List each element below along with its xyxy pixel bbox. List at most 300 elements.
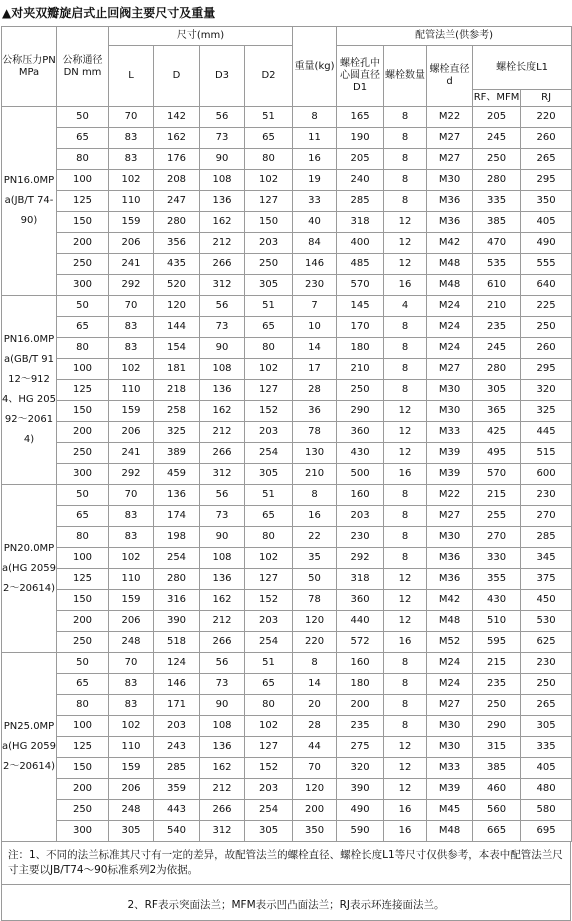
table-cell: 8 [384, 695, 427, 716]
table-cell: 443 [154, 800, 200, 821]
table-cell: 515 [521, 443, 572, 464]
table-cell: 130 [293, 443, 337, 464]
table-cell: 243 [154, 737, 200, 758]
table-cell: 260 [521, 338, 572, 359]
table-cell: 110 [109, 191, 154, 212]
table-cell: 359 [154, 779, 200, 800]
table-cell: 250 [473, 149, 521, 170]
table-cell: 136 [154, 485, 200, 506]
table-cell: 120 [154, 296, 200, 317]
table-cell: 90 [200, 527, 245, 548]
table-cell: 56 [200, 107, 245, 128]
table-cell: 142 [154, 107, 200, 128]
table-cell: 390 [154, 611, 200, 632]
table-cell: 22 [293, 527, 337, 548]
table-cell: 230 [521, 653, 572, 674]
table-header [2, 27, 572, 107]
table-row [2, 548, 572, 569]
table-cell: 330 [473, 548, 521, 569]
table-cell: M24 [427, 674, 473, 695]
table-cell: 80 [245, 338, 293, 359]
table-cell: 280 [473, 359, 521, 380]
table-cell: 312 [200, 464, 245, 485]
table-cell: 8 [384, 548, 427, 569]
table-cell: 51 [245, 485, 293, 506]
table-cell: 280 [154, 569, 200, 590]
table-cell: 162 [200, 401, 245, 422]
table-cell: 12 [384, 737, 427, 758]
table-cell: 12 [384, 422, 427, 443]
table-cell: 70 [109, 485, 154, 506]
table-cell: 203 [245, 422, 293, 443]
table-cell: M48 [427, 611, 473, 632]
table-cell: 50 [57, 296, 109, 317]
table-cell: 65 [57, 506, 109, 527]
table-cell: 212 [200, 611, 245, 632]
table-cell: 51 [245, 107, 293, 128]
table-cell: 100 [57, 359, 109, 380]
table-cell: 555 [521, 254, 572, 275]
table-cell: 305 [245, 821, 293, 842]
table-cell: 102 [245, 548, 293, 569]
table-cell: 540 [154, 821, 200, 842]
table-cell: 318 [337, 569, 384, 590]
table-row [2, 653, 572, 674]
table-cell: M48 [427, 275, 473, 296]
table-cell: 254 [245, 443, 293, 464]
table-cell: 206 [109, 779, 154, 800]
table-cell: 102 [245, 359, 293, 380]
table-row [2, 485, 572, 506]
pressure-group-label: PN25.0MPa(HG 20592～20614) [2, 653, 57, 842]
table-cell: 254 [154, 548, 200, 569]
table-cell: M24 [427, 653, 473, 674]
table-cell: 12 [384, 611, 427, 632]
table-cell: 162 [200, 590, 245, 611]
spec-table [1, 26, 572, 842]
table-row [2, 212, 572, 233]
table-row [2, 506, 572, 527]
table-cell: 56 [200, 653, 245, 674]
table-cell: 8 [293, 653, 337, 674]
table-cell: 305 [245, 275, 293, 296]
table-cell: M24 [427, 338, 473, 359]
table-cell: 572 [337, 632, 384, 653]
table-cell: 170 [337, 317, 384, 338]
table-cell: 70 [109, 653, 154, 674]
table-cell: 241 [109, 254, 154, 275]
table-cell: 510 [473, 611, 521, 632]
table-cell: 159 [109, 758, 154, 779]
table-row [2, 779, 572, 800]
table-cell: M42 [427, 233, 473, 254]
table-cell: 150 [245, 212, 293, 233]
header-D2: D2 [245, 46, 293, 107]
table-cell: M30 [427, 716, 473, 737]
table-cell: 12 [384, 443, 427, 464]
table-cell: 20 [293, 695, 337, 716]
table-cell: 295 [521, 359, 572, 380]
table-cell: 212 [200, 233, 245, 254]
table-cell: 12 [384, 569, 427, 590]
note-line-2-cell [2, 885, 571, 921]
table-cell: 225 [521, 296, 572, 317]
table-cell: 174 [154, 506, 200, 527]
table-cell: 695 [521, 821, 572, 842]
table-cell: 16 [384, 821, 427, 842]
table-cell: 152 [245, 590, 293, 611]
table-row [2, 632, 572, 653]
table-row [2, 359, 572, 380]
table-cell: 65 [245, 317, 293, 338]
table-cell: 16 [384, 275, 427, 296]
table-row [2, 275, 572, 296]
table-cell: 210 [473, 296, 521, 317]
table-cell: 212 [200, 422, 245, 443]
table-cell: 83 [109, 527, 154, 548]
table-cell: 8 [384, 359, 427, 380]
table-cell: 266 [200, 632, 245, 653]
pressure-group-label: PN16.0MPa(JB/T 74-90) [2, 107, 57, 296]
table-cell: 102 [245, 716, 293, 737]
table-cell: 127 [245, 569, 293, 590]
table-cell: 595 [473, 632, 521, 653]
table-cell: 205 [337, 149, 384, 170]
table-row [2, 695, 572, 716]
table-row [2, 233, 572, 254]
table-cell: 159 [109, 401, 154, 422]
table-cell: 260 [521, 128, 572, 149]
page-title: ▲对夹双瓣旋启式止回阀主要尺寸及重量 [2, 6, 216, 20]
header-bolt-circle: 螺栓孔中心圆直径D1 [337, 46, 384, 107]
table-row [2, 149, 572, 170]
table-row [2, 590, 572, 611]
table-cell: 8 [293, 107, 337, 128]
table-cell: 136 [200, 737, 245, 758]
table-cell: 102 [109, 359, 154, 380]
table-cell: 530 [521, 611, 572, 632]
table-cell: 212 [200, 779, 245, 800]
table-cell: 335 [521, 737, 572, 758]
table-row [2, 338, 572, 359]
table-cell: 160 [337, 485, 384, 506]
table-cell: 160 [337, 653, 384, 674]
table-cell: 200 [57, 422, 109, 443]
table-cell: 127 [245, 191, 293, 212]
table-cell: 258 [154, 401, 200, 422]
table-cell: 405 [521, 212, 572, 233]
table-cell: 90 [200, 149, 245, 170]
table-cell: 480 [521, 779, 572, 800]
table-cell: 300 [57, 821, 109, 842]
table-cell: 51 [245, 653, 293, 674]
table-cell: 280 [473, 170, 521, 191]
table-cell: 8 [384, 527, 427, 548]
table-cell: 19 [293, 170, 337, 191]
table-row [2, 800, 572, 821]
table-cell: 200 [57, 611, 109, 632]
table-cell: 600 [521, 464, 572, 485]
table-row [2, 737, 572, 758]
table-cell: 320 [337, 758, 384, 779]
table-cell: 83 [109, 506, 154, 527]
table-cell: 254 [245, 800, 293, 821]
table-cell: 535 [473, 254, 521, 275]
table-cell: M27 [427, 695, 473, 716]
table-cell: M52 [427, 632, 473, 653]
table-cell: 390 [337, 779, 384, 800]
table-cell: M22 [427, 107, 473, 128]
table-cell: 165 [337, 107, 384, 128]
table-cell: 102 [109, 548, 154, 569]
table-cell: 200 [57, 233, 109, 254]
table-cell: 100 [57, 170, 109, 191]
table-cell: 300 [57, 275, 109, 296]
table-cell: 270 [473, 527, 521, 548]
table-cell: 312 [200, 275, 245, 296]
table-cell: 430 [473, 590, 521, 611]
table-cell: M48 [427, 821, 473, 842]
table-cell: M42 [427, 590, 473, 611]
table-cell: 78 [293, 590, 337, 611]
table-cell: 500 [337, 464, 384, 485]
table-cell: 162 [154, 128, 200, 149]
table-cell: M22 [427, 485, 473, 506]
table-cell: 108 [200, 170, 245, 191]
table-cell: 495 [473, 443, 521, 464]
table-cell: 8 [384, 170, 427, 191]
header-rj: RJ [521, 90, 572, 107]
table-cell: 108 [200, 359, 245, 380]
table-cell: 110 [109, 737, 154, 758]
table-cell: 162 [200, 758, 245, 779]
header-bolt-count: 螺栓数量 [384, 46, 427, 107]
table-cell: 247 [154, 191, 200, 212]
table-cell: M30 [427, 737, 473, 758]
table-cell: 8 [384, 485, 427, 506]
table-cell: 8 [384, 653, 427, 674]
table-cell: 285 [521, 527, 572, 548]
table-cell: 570 [473, 464, 521, 485]
table-cell: 70 [109, 107, 154, 128]
table-row [2, 254, 572, 275]
table-cell: 206 [109, 233, 154, 254]
table-cell: 125 [57, 569, 109, 590]
table-cell: 125 [57, 380, 109, 401]
table-cell: 203 [337, 506, 384, 527]
table-cell: 250 [521, 674, 572, 695]
table-cell: 152 [245, 401, 293, 422]
table-cell: 490 [521, 233, 572, 254]
table-cell: 250 [521, 317, 572, 338]
table-cell: M24 [427, 296, 473, 317]
table-cell: 159 [109, 212, 154, 233]
table-cell: 83 [109, 317, 154, 338]
table-cell: 70 [109, 296, 154, 317]
table-cell: 580 [521, 800, 572, 821]
table-cell: 8 [384, 317, 427, 338]
table-row [2, 107, 572, 128]
table-cell: 102 [109, 716, 154, 737]
table-row [2, 758, 572, 779]
table-cell: 16 [384, 632, 427, 653]
header-rf-mfm: RF、MFM [473, 90, 521, 107]
table-cell: M33 [427, 758, 473, 779]
table-cell: 136 [200, 380, 245, 401]
table-cell: 16 [293, 149, 337, 170]
table-cell: 325 [154, 422, 200, 443]
table-cell: M27 [427, 359, 473, 380]
table-cell: 360 [337, 590, 384, 611]
table-cell: 12 [384, 401, 427, 422]
table-cell: 80 [57, 338, 109, 359]
table-cell: 203 [245, 779, 293, 800]
table-cell: 12 [384, 254, 427, 275]
table-cell: 206 [109, 611, 154, 632]
table-cell: 36 [293, 401, 337, 422]
table-cell: 50 [57, 485, 109, 506]
table-cell: 215 [473, 653, 521, 674]
header-L: L [109, 46, 154, 107]
table-cell: 250 [57, 443, 109, 464]
table-cell: 150 [57, 401, 109, 422]
note-line-1: 注：1、不同的法兰标准其尺寸有一定的差异，故配管法兰的螺栓直径、螺栓长度L1等尺寸仅供参考，本表中配管法兰尺寸主要以JB/T74～90标准系列2为依据。 [2, 842, 571, 885]
table-cell: 8 [293, 485, 337, 506]
table-cell: 65 [57, 674, 109, 695]
table-cell: 518 [154, 632, 200, 653]
table-cell: 350 [293, 821, 337, 842]
header-D3: D3 [200, 46, 245, 107]
table-cell: 8 [384, 674, 427, 695]
table-cell: 150 [57, 758, 109, 779]
table-cell: 385 [473, 212, 521, 233]
header-weight: 重量(kg) [293, 27, 337, 107]
table-cell: 127 [245, 737, 293, 758]
table-cell: 110 [109, 380, 154, 401]
table-cell: 73 [200, 674, 245, 695]
table-cell: M39 [427, 443, 473, 464]
table-cell: 83 [109, 338, 154, 359]
table-cell: 210 [337, 359, 384, 380]
table-cell: 203 [245, 233, 293, 254]
table-cell: 144 [154, 317, 200, 338]
table-cell: 8 [384, 191, 427, 212]
table-cell: 83 [109, 674, 154, 695]
table-cell: 241 [109, 443, 154, 464]
table-cell: M27 [427, 149, 473, 170]
pressure-group-label: PN16.0MPa(GB/T 9112～9124、HG 20592～20614) [2, 296, 57, 485]
table-cell: 171 [154, 695, 200, 716]
table-cell: 208 [154, 170, 200, 191]
table-row [2, 611, 572, 632]
table-cell: 44 [293, 737, 337, 758]
table-cell: M36 [427, 548, 473, 569]
table-cell: 12 [384, 779, 427, 800]
header-pn: 公称压力PN MPa [2, 27, 57, 107]
table-cell: M45 [427, 800, 473, 821]
table-cell: 265 [521, 695, 572, 716]
table-cell: 375 [521, 569, 572, 590]
table-cell: 108 [200, 548, 245, 569]
table-cell: 154 [154, 338, 200, 359]
table-cell: 490 [337, 800, 384, 821]
table-cell: M36 [427, 191, 473, 212]
table-cell: 255 [473, 506, 521, 527]
table-cell: M30 [427, 380, 473, 401]
table-cell: 405 [521, 758, 572, 779]
table-cell: 80 [57, 527, 109, 548]
table-cell: 445 [521, 422, 572, 443]
table-cell: M30 [427, 170, 473, 191]
table-cell: 100 [57, 716, 109, 737]
table-cell: 190 [337, 128, 384, 149]
table-cell: 16 [384, 464, 427, 485]
table-row [2, 674, 572, 695]
table-cell: 640 [521, 275, 572, 296]
table-cell: 305 [521, 716, 572, 737]
table-cell: 83 [109, 128, 154, 149]
table-cell: 80 [245, 149, 293, 170]
table-cell: 570 [337, 275, 384, 296]
table-cell: 335 [473, 191, 521, 212]
table-cell: 218 [154, 380, 200, 401]
table-cell: 7 [293, 296, 337, 317]
table-cell: 250 [57, 632, 109, 653]
table-cell: 250 [473, 695, 521, 716]
table-cell: 125 [57, 737, 109, 758]
table-cell: 220 [521, 107, 572, 128]
table-cell: 248 [109, 632, 154, 653]
table-cell: 292 [337, 548, 384, 569]
table-cell: 198 [154, 527, 200, 548]
table-cell: 325 [521, 401, 572, 422]
header-bolt-dia: 螺栓直径d [427, 46, 473, 107]
table-cell: 285 [337, 191, 384, 212]
table-cell: M30 [427, 527, 473, 548]
table-cell: M36 [427, 212, 473, 233]
table-cell: 250 [57, 254, 109, 275]
table-cell: 285 [154, 758, 200, 779]
table-cell: 124 [154, 653, 200, 674]
table-cell: 14 [293, 338, 337, 359]
table-cell: 65 [245, 506, 293, 527]
pressure-group-label: PN20.0MPa(HG 20592～20614) [2, 485, 57, 653]
table-cell: 305 [109, 821, 154, 842]
table-cell: 400 [337, 233, 384, 254]
table-cell: 80 [245, 695, 293, 716]
table-cell: 8 [384, 716, 427, 737]
table-cell: 210 [293, 464, 337, 485]
table-cell: 110 [109, 569, 154, 590]
table-cell: 345 [521, 548, 572, 569]
table-cell: M24 [427, 317, 473, 338]
table-cell: 560 [473, 800, 521, 821]
table-cell: 56 [200, 485, 245, 506]
table-cell: M33 [427, 422, 473, 443]
table-row [2, 422, 572, 443]
table-cell: 16 [293, 506, 337, 527]
table-cell: 51 [245, 296, 293, 317]
table-row [2, 464, 572, 485]
table-cell: 83 [109, 149, 154, 170]
table-cell: 8 [384, 380, 427, 401]
table-cell: 28 [293, 716, 337, 737]
table-cell: 318 [337, 212, 384, 233]
table-cell: 520 [154, 275, 200, 296]
table-cell: 266 [200, 800, 245, 821]
table-cell: 50 [57, 107, 109, 128]
table-cell: M36 [427, 569, 473, 590]
